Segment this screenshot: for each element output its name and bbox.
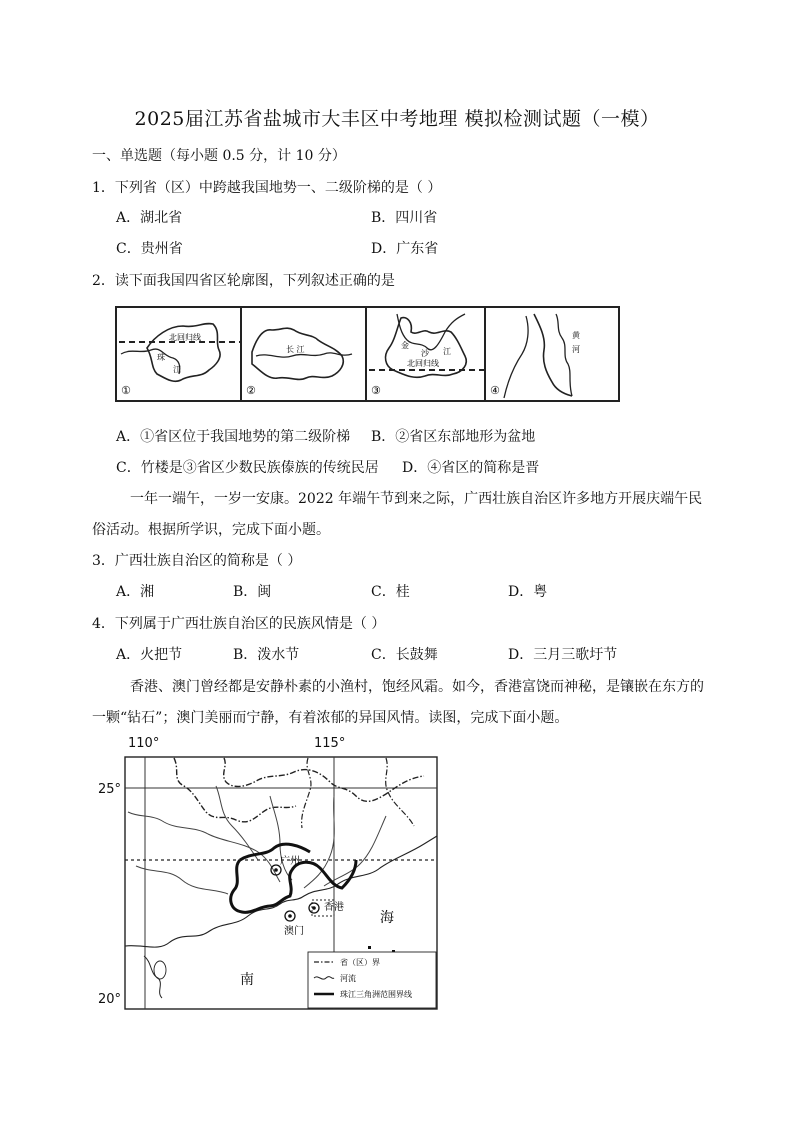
q1-option-a: A．湖北省 — [116, 210, 183, 226]
province-outline-1 — [115, 306, 251, 402]
q1-stem: 1．下列省（区）中跨越我国地势一、二级阶梯的是（ ） — [92, 180, 442, 196]
p3-tropic-label: 北回归线 — [407, 359, 439, 368]
q1-option-d: D．广东省 — [371, 241, 439, 257]
page-title: 2025届江苏省盐城市大丰区中考地理 模拟检测试题（一模） — [134, 108, 660, 130]
q3-option-d: D．粤 — [508, 584, 548, 600]
p3-river-label-2: 沙 — [421, 349, 429, 358]
q4-stem: 4．下列属于广西壮族自治区的民族风情是（ ） — [92, 616, 386, 632]
p4-river-label-1: 黄 — [572, 331, 580, 340]
legend-river-label: 河流 — [340, 974, 356, 983]
p3-river-label-1: 金 — [401, 341, 409, 350]
sea-label-2: 南 — [240, 972, 254, 988]
q3-option-c: C．桂 — [371, 584, 410, 600]
p1-river-label-1: 珠 — [157, 353, 165, 362]
intro-5-line-1: 香港、澳门曾经都是安静朴素的小渔村，饱经风霜。如今，香港富饶而神秘，是镶嵌在东方的 — [130, 679, 704, 695]
province-outline-3-map — [367, 308, 499, 400]
p4-river-label-2: 河 — [572, 345, 580, 354]
q3-option-b: B．闽 — [233, 584, 272, 600]
section-heading: 一、单选题（每小题 0.5 分，计 10 分） — [92, 148, 346, 164]
guangzhou-label: 广州 — [280, 856, 300, 867]
macau-label: 澳门 — [284, 926, 304, 937]
q4-option-b: B．泼水节 — [233, 647, 300, 663]
intro-5-line-2: 一颗“钻石”；澳门美丽而宁静，有着浓郁的异国风情。读图，完成下面小题。 — [92, 710, 569, 726]
province-outline-2 — [240, 306, 376, 402]
p3-number: ③ — [371, 384, 381, 397]
intro-3-line-1: 一年一端午，一岁一安康。2022 年端午节到来之际，广西壮族自治区许多地方开展庆端午民 — [130, 491, 703, 507]
p2-river-label: 长 江 — [286, 345, 305, 354]
p1-river-label-2: 江 — [173, 365, 181, 374]
province-outline-2-map — [242, 308, 374, 400]
q2-option-d: D．④省区的简称是晋 — [402, 460, 540, 476]
q4-option-c: C．长鼓舞 — [371, 647, 438, 663]
province-outline-1-map — [117, 308, 249, 400]
intro-3-line-2: 俗活动。根据所学识，完成下面小题。 — [92, 522, 330, 538]
q2-option-c: C．竹楼是③省区少数民族傣族的传统民居 — [116, 460, 379, 476]
province-outline-4 — [484, 306, 620, 402]
lat-25-label: 25° — [98, 782, 122, 797]
lon-115-label: 115° — [314, 736, 346, 751]
map-svg — [124, 756, 440, 1012]
p1-tropic-label: 北回归线 — [169, 333, 201, 342]
legend-delta-label: 珠江三角洲范围界线 — [340, 990, 412, 999]
q4-option-a: A．火把节 — [116, 647, 183, 663]
q1-option-b: B．四川省 — [371, 210, 438, 226]
pearl-river-delta-map — [98, 736, 445, 1014]
p4-number: ④ — [490, 384, 500, 397]
province-outline-4-map — [486, 308, 618, 400]
sea-label-1: 海 — [380, 910, 394, 926]
lon-110-label: 110° — [128, 736, 160, 751]
legend-boundary-label: 省（区）界 — [340, 958, 380, 967]
q3-option-a: A．湘 — [116, 584, 155, 600]
q4-option-d: D．三月三歌圩节 — [508, 647, 618, 663]
q2-option-b: B．②省区东部地形为盆地 — [371, 429, 536, 445]
p1-number: ① — [121, 384, 131, 397]
lat-20-label: 20° — [98, 992, 122, 1007]
q2-stem: 2．读下面我国四省区轮廓图，下列叙述正确的是 — [92, 273, 395, 289]
q3-stem: 3．广西壮族自治区的简称是（ ） — [92, 553, 302, 569]
q1-option-c: C．贵州省 — [116, 241, 183, 257]
q2-option-a: A．①省区位于我国地势的第二级阶梯 — [116, 429, 351, 445]
p3-river-label-3: 江 — [443, 347, 451, 356]
p2-number: ② — [246, 384, 256, 397]
province-outline-3 — [365, 306, 501, 402]
hongkong-label: 香港 — [324, 902, 344, 913]
